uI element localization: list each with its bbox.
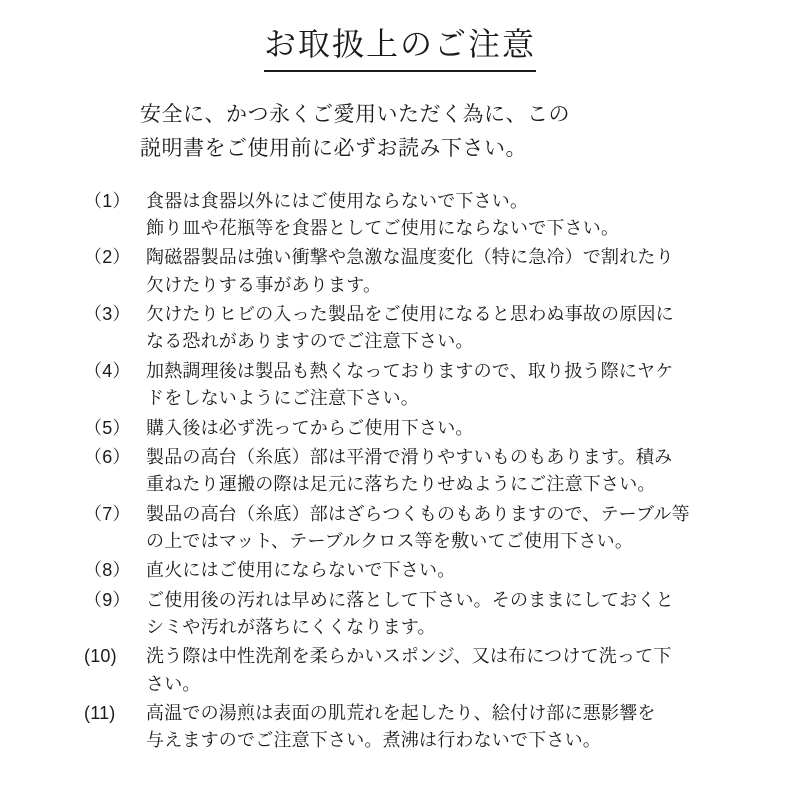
list-item-number: （6）: [84, 446, 131, 467]
title-container: [34, 14, 766, 72]
list-item-text: [146, 501, 766, 556]
list-item: [84, 587, 766, 642]
list-item-line: ご使用後の汚れは早めに落として下さい。そのままにしておくと: [146, 589, 674, 610]
list-item-line: 購入後は必ず洗ってからご使用下さい。: [146, 417, 474, 438]
list-item: [84, 358, 766, 413]
list-item-text: [146, 188, 766, 243]
list-item-line: 製品の高台（糸底）部はざらつくものもありますので、テーブル等: [146, 503, 690, 524]
lead-line: 安全に、かつ永くご愛用いただく為に、この: [140, 102, 570, 126]
list-item: [84, 643, 766, 698]
list-item-line: 陶磁器製品は強い衝撃や急激な温度変化（特に急冷）で割れたり: [146, 247, 674, 268]
list-item-number: （1）: [84, 190, 131, 211]
list-item-number: （3）: [84, 304, 131, 325]
list-item-number: (11): [84, 703, 116, 724]
list-item-line: の上ではマット、テーブルクロス等を敷いてご使用下さい。: [146, 530, 634, 551]
list-item-line: さい。: [146, 673, 201, 694]
list-item-text: [146, 244, 766, 299]
list-item-text: [146, 643, 766, 698]
list-item-text: [146, 358, 766, 413]
list-item-line: 食器は食器以外にはご使用ならないで下さい。: [146, 190, 529, 211]
list-item-line: 欠けたりヒビの入った製品をご使用になると思わぬ事故の原因に: [146, 304, 674, 325]
list-item-number: （8）: [84, 560, 131, 581]
list-item: [84, 501, 766, 556]
list-item-line: シミや汚れが落ちにくくなります。: [146, 617, 436, 638]
list-item-line: 欠けたりする事があります。: [146, 274, 382, 295]
list-item: [84, 557, 766, 584]
list-item-text: [146, 301, 766, 356]
list-item-number: （9）: [84, 589, 131, 610]
list-item-number: (10): [84, 646, 117, 667]
list-item-line: ドをしないようにご注意下さい。: [146, 388, 419, 409]
list-item-line: 洗う際は中性洗剤を柔らかいスポンジ、又は布につけて洗って下: [146, 646, 672, 667]
list-item-number: （2）: [84, 247, 131, 268]
list-item-line: なる恐れがありますのでご注意下さい。: [146, 331, 474, 352]
notice-list: [34, 188, 766, 755]
lead-line: 説明書をご使用前に必ずお読み下さい。: [140, 136, 527, 160]
list-item-text: [146, 415, 766, 442]
list-item-text: [146, 587, 766, 642]
list-item-number: （4）: [84, 360, 131, 381]
list-item-text: [146, 700, 766, 755]
list-item: [84, 700, 766, 755]
list-item-line: 与えますのでご注意下さい。煮沸は行わないで下さい。: [146, 730, 601, 751]
list-item: [84, 188, 766, 243]
lead-paragraph: [34, 98, 766, 166]
list-item-line: 重ねたり運搬の際は足元に落ちたりせぬようにご注意下さい。: [146, 474, 656, 495]
list-item-text: [146, 557, 766, 584]
list-item: [84, 244, 766, 299]
list-item-number: （5）: [84, 417, 131, 438]
list-item: [84, 301, 766, 356]
list-item-line: 製品の高台（糸底）部は平滑で滑りやすいものもあります。積み: [146, 446, 673, 467]
list-item-line: 加熱調理後は製品も熱くなっておりますので、取り扱う際にヤケ: [146, 360, 674, 381]
list-item-line: 飾り皿や花瓶等を食器としてご使用にならないで下さい。: [146, 217, 620, 238]
list-item-line: 直火にはご使用にならないで下さい。: [146, 560, 456, 581]
list-item: [84, 415, 766, 442]
list-item-line: 高温での湯煎は表面の肌荒れを起したり、絵付け部に悪影響を: [146, 703, 656, 724]
list-item: [84, 444, 766, 499]
page-title: お取扱上のご注意: [264, 24, 536, 72]
list-item-text: [146, 444, 766, 499]
list-item-number: （7）: [84, 503, 131, 524]
